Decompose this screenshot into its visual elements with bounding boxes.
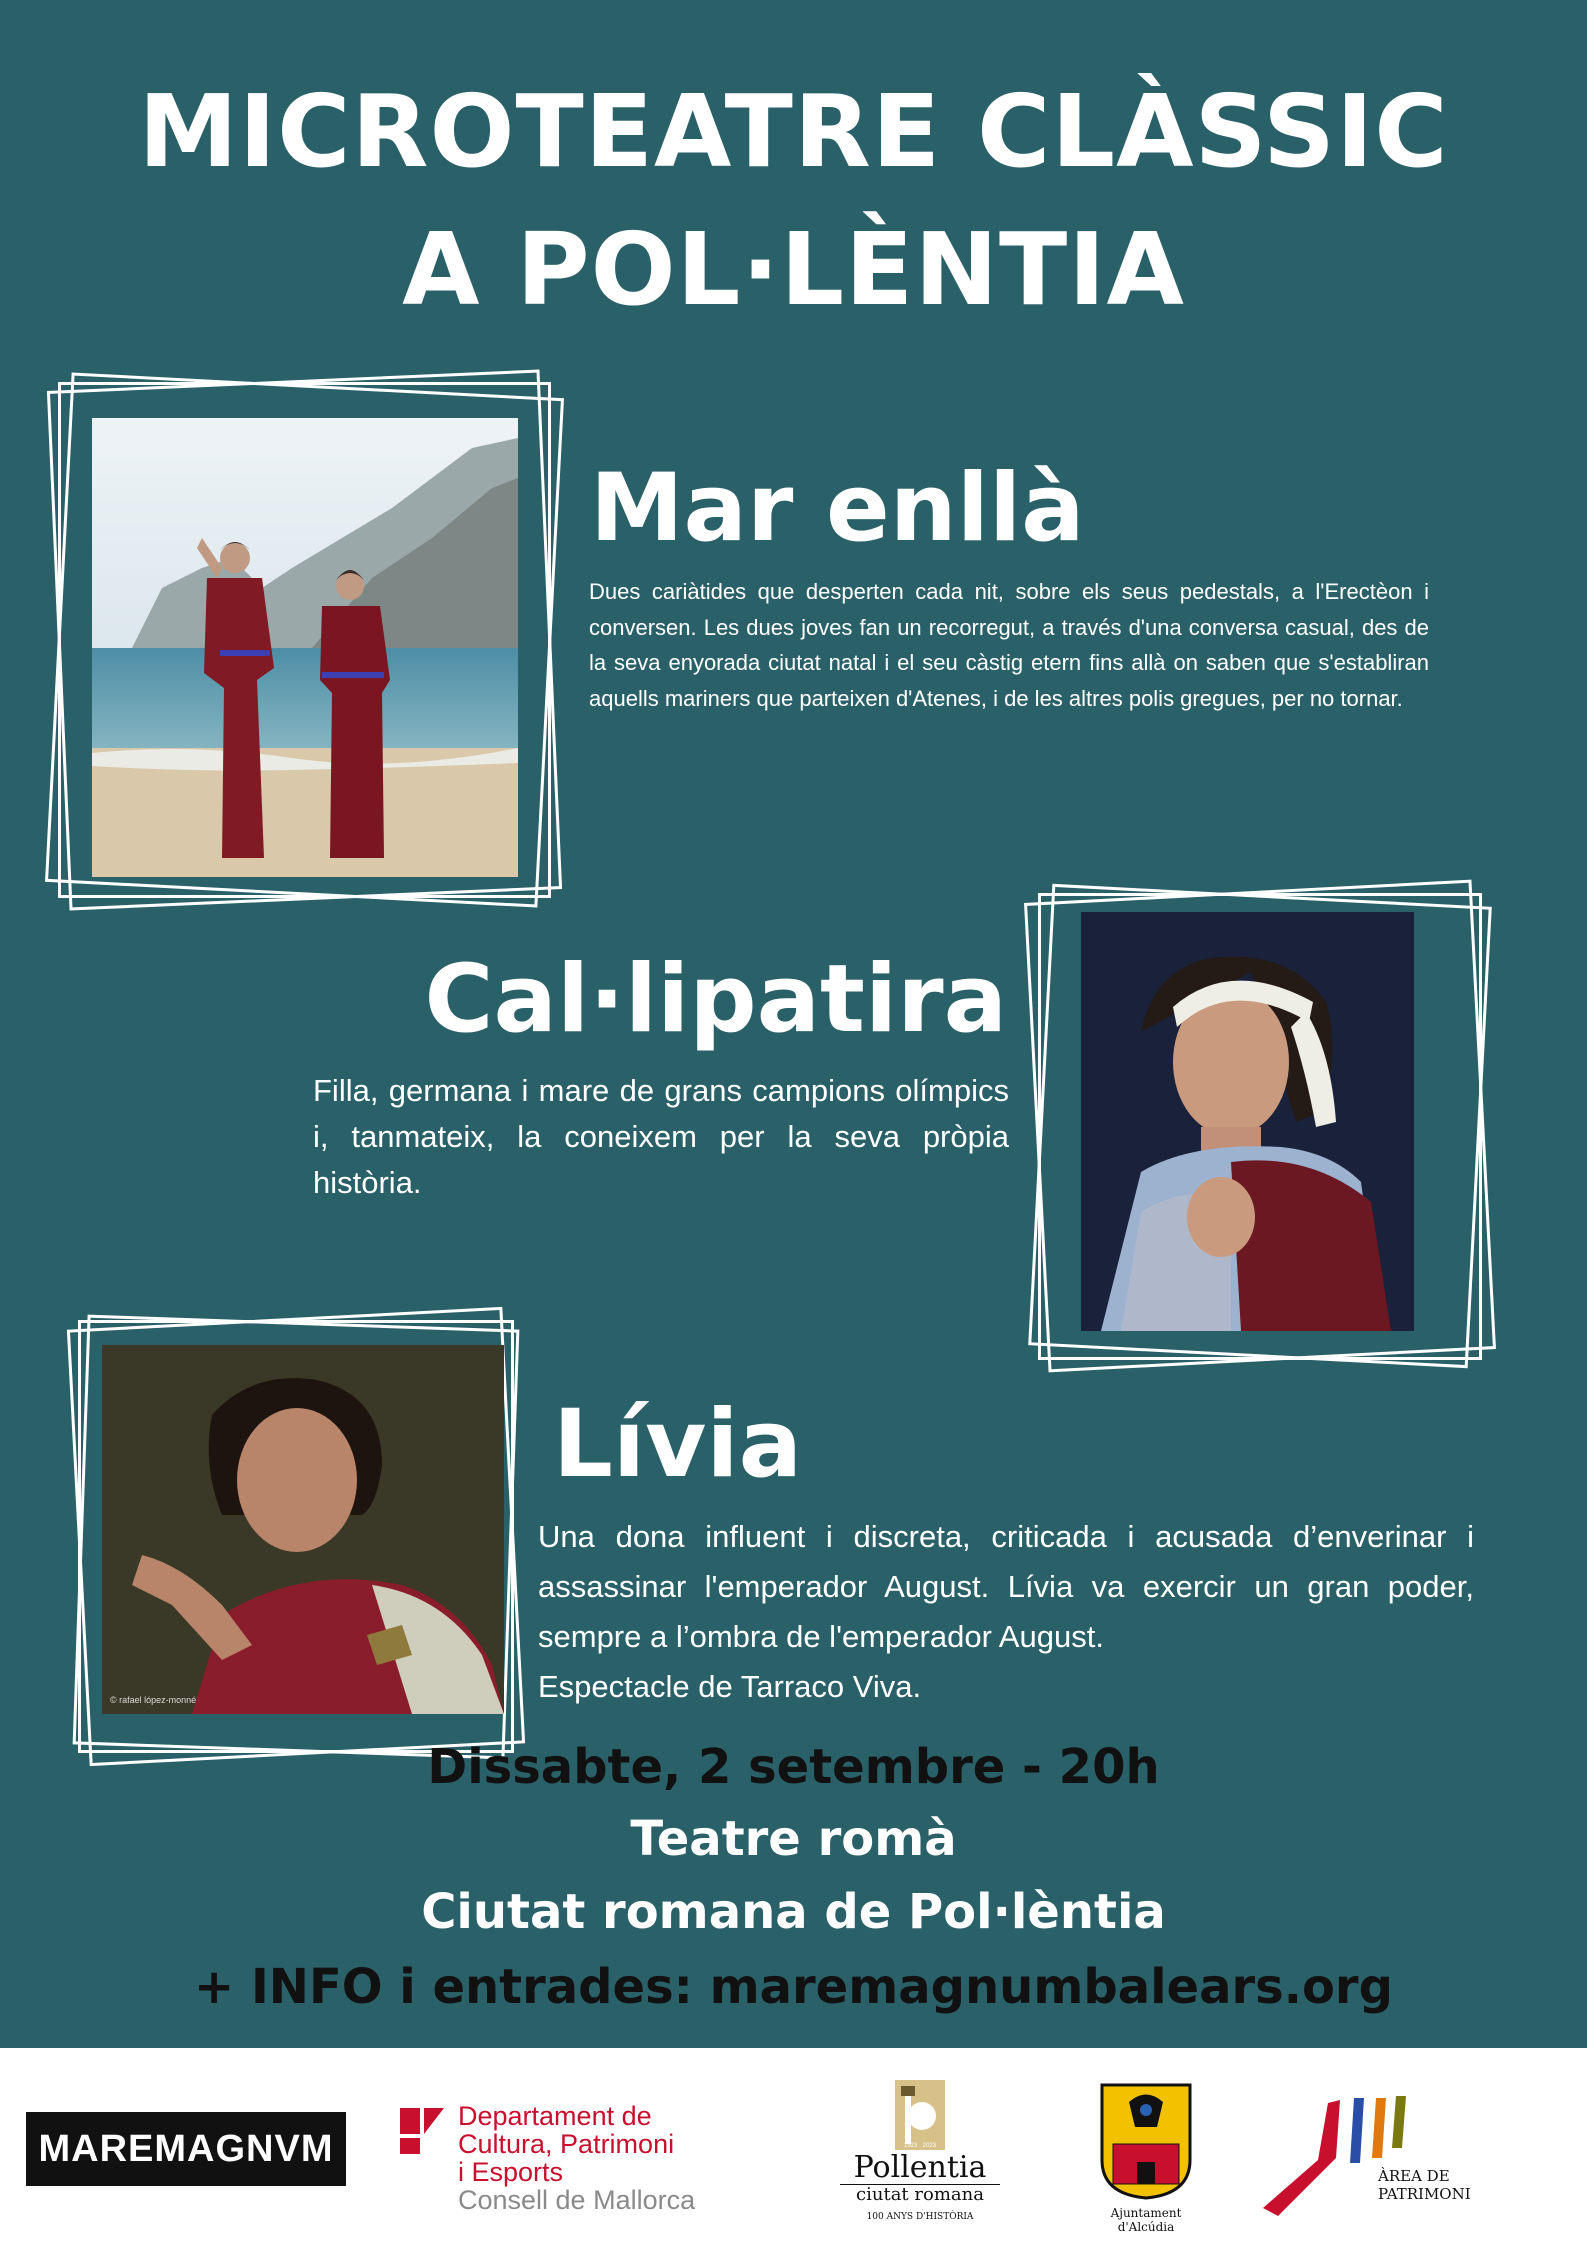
patrimoni-line1: ÀREA DE [1378,2167,1450,2185]
dept-line1: Departament de [458,2101,652,2131]
photo-credit: © rafael lópez-monné [110,1695,197,1705]
consell-emblem-icon [400,2108,444,2158]
alcudia-logo[interactable] [1090,2082,1202,2242]
maremagnum-logo-text: MAREMAGNVM [38,2127,334,2170]
pollentia-sub: ciutat romana [840,2184,1000,2205]
dept-line2: Cultura, Patrimoni [458,2129,675,2159]
pollentia-logo[interactable] [840,2080,1000,2240]
show1-description: Dues cariàtides que desperten cada nit, sobre els seus pedestals, a l'Erectèon i conversen. Les dues joves fan un recorregut, a través d'una conversa casual, des de la seva enyorada ciutat natal i el seu càstig etern fins allà on saben que s'establiran aquells mariners que parteixen d'Atenes, i de les altres polis gregues, per no tornar. [589,579,1429,711]
pollentia-dates: 1923 · 2023 [903,2143,937,2149]
event-place: Ciutat romana de Pol·lèntia [421,1884,1166,1940]
callipatira-actress-image [1081,912,1414,1331]
livia-actress-image [102,1345,504,1714]
show3-title: Lívia [553,1390,803,1499]
dept-line3: i Esports [458,2157,564,2187]
alcudia-line1: Ajuntament [1110,2206,1182,2220]
patrimoni-line2: PATRIMONI [1378,2185,1471,2203]
patrimoni-logo[interactable] [1258,2088,1488,2228]
maremagnum-logo[interactable] [26,2112,346,2186]
pollentia-name: Pollentia [853,2150,987,2185]
show3-description-extra: Espectacle de Tarraco Viva. [538,1669,922,1704]
show2-title: Cal·lipatira [424,945,1007,1054]
show2-description: Filla, germana i mare de grans campions olímpics i, tanmateix, la coneixem per la seva pròpia història. [313,1073,1009,1200]
show3-description: Una dona influent i discreta, criticada i acusada d’enverinar i assassinar l'emperador August. Lívia va exercir un gran poder, sempre a l’ombra de l'emperador August. [538,1519,1474,1654]
poster-title-line2: A POL·LÈNTIA [402,211,1185,328]
show2-photo [1081,912,1414,1331]
alcudia-shield-icon [1099,2082,1193,2200]
footer-logos [0,2048,1587,2245]
poster-title-line1: MICROTEATRE CLÀSSIC [138,73,1449,190]
event-venue: Teatre romà [630,1811,957,1867]
consell-name: Consell de Mallorca [458,2185,696,2215]
show3-photo [102,1345,504,1714]
pollentia-emblem-icon [895,2080,945,2150]
show1-photo [92,418,518,877]
event-info-link[interactable]: + INFO i entrades: maremagnumbalears.org [194,1959,1393,2015]
pollentia-years: 100 ANYS D'HISTÒRIA [866,2212,974,2222]
event-date-time: Dissabte, 2 setembre - 20h [427,1739,1160,1795]
caryatids-beach-image [92,418,518,877]
consell-logo[interactable] [400,2101,730,2228]
show1-title: Mar enllà [590,454,1085,563]
patrimoni-brushstrokes-icon [1258,2088,1408,2228]
alcudia-line2: d'Alcúdia [1117,2220,1175,2234]
